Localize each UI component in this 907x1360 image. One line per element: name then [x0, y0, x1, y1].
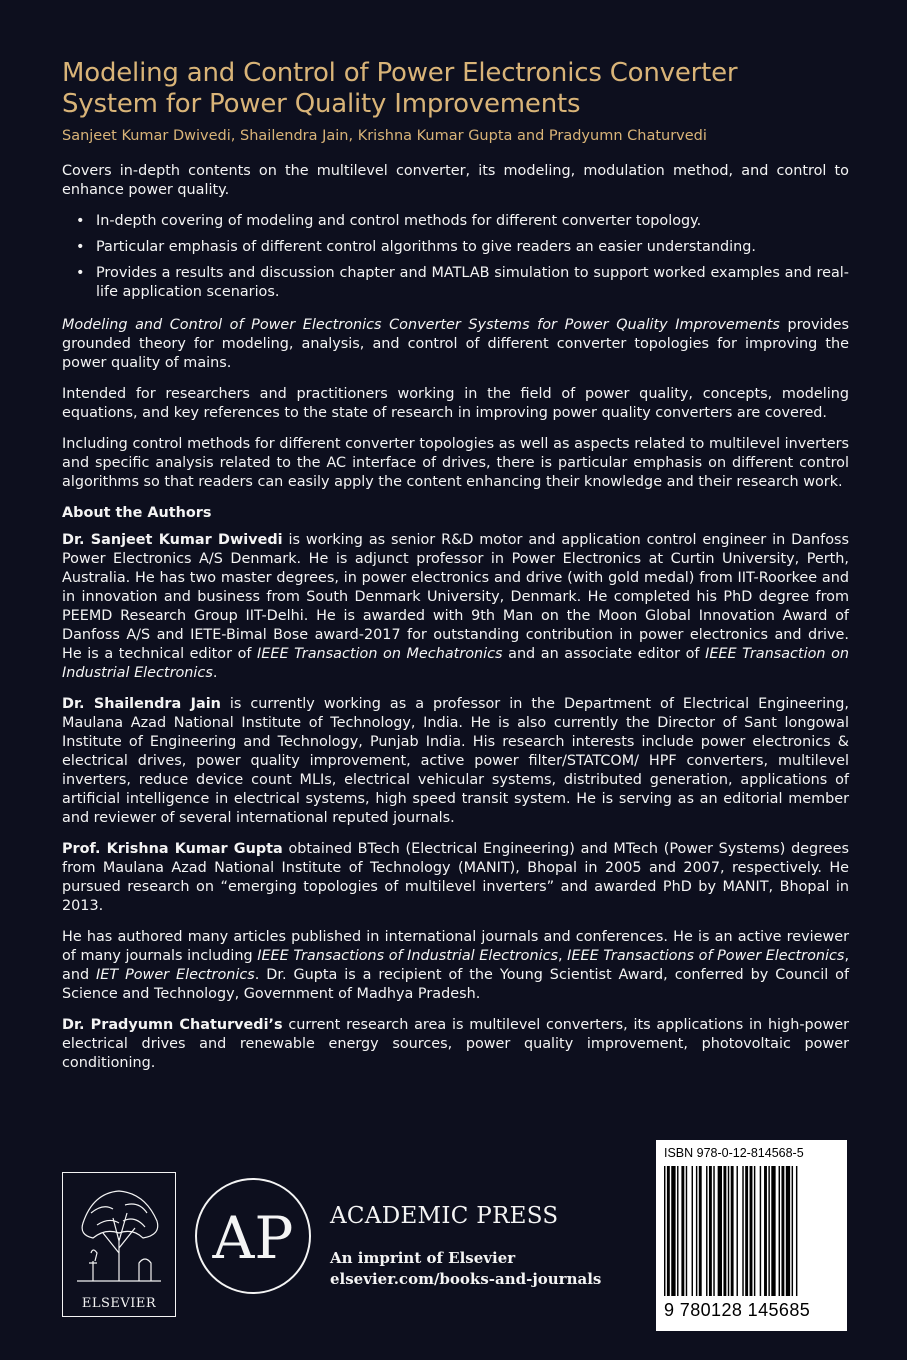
barcode-bar — [742, 1166, 743, 1296]
barcode-bar — [723, 1166, 726, 1296]
barcode-bar — [731, 1166, 734, 1296]
barcode-bar — [671, 1166, 675, 1296]
feature-list — [76, 212, 849, 302]
title-line-2: System for Power Quality Improvements — [62, 89, 581, 119]
barcode-bar — [718, 1166, 722, 1296]
feature-item: • Provides a results and discussion chapter and MATLAB simulation to support worked examples and real-life application scenarios. — [76, 264, 849, 302]
barcode-bar — [667, 1166, 670, 1296]
author-bio-chaturvedi — [62, 1016, 849, 1073]
barcode-bar — [737, 1166, 738, 1296]
bio-text: . Dr. Gupta is a recipient of the Young Scientist Award, conferred by Council of Science and Technology, Government of Madhya Pradesh. — [62, 967, 850, 1002]
barcode-bar — [709, 1166, 712, 1296]
publisher-block — [330, 1203, 601, 1288]
author-name: Dr. Shailendra Jain — [62, 696, 221, 712]
author-bio-gupta — [62, 840, 849, 916]
barcode-bar — [713, 1166, 714, 1296]
isbn-digits: 9 780128 145685 — [664, 1300, 811, 1320]
barcode-bar — [754, 1166, 755, 1296]
barcode-bar — [728, 1166, 729, 1296]
bio-text: is currently working as a professor in the Department of Electrical Engineering, Maulana Azad National Institute of Technology, India. He is also currently the Director of Sant longowal Institute of Engineering and Technology, Punjab India. His research interests include power electronics & electrical drives, power quality improvement, active power filter/STATCOM/ HPF converters, multilevel inverters, reduce device count MLIs, electrical vehicular systems, distributed generation, applications of artificial intelligence in electrical systems, high speed transit system. He is serving as an editorial member and reviewer of several international reputed journals. — [62, 696, 849, 826]
barcode-bar — [781, 1166, 784, 1296]
bio-text: obtained BTech (Electrical Engineering) and MTech (Power Systems) degrees from Maulana Azad National Institute of Technology (MANIT), Bhopal in 2005 and 2007, respectively. He pursued research on “emerging topologies of multilevel inverters” and awarded PhD by MANIT, Bhopal in 2013. — [62, 841, 849, 914]
tree-icon — [73, 1183, 165, 1283]
audience-paragraph: Intended for researchers and practitioners working in the field of power quality, concepts, modeling equations, and key references to the state of research in improving power quality converters are covered. — [62, 386, 849, 421]
barcode-bar — [686, 1166, 687, 1296]
barcode-bar — [696, 1166, 697, 1296]
journal-name: IEEE Transactions of Power Electronics — [567, 948, 845, 964]
bio-text: , — [557, 948, 568, 964]
barcode-bar — [664, 1166, 665, 1296]
title-line-1: Modeling and Control of Power Electronics Converter — [62, 58, 738, 88]
publisher-imprint: An imprint of Elsevier — [330, 1249, 516, 1267]
barcode-bar — [750, 1166, 753, 1296]
isbn-barcode-box — [656, 1140, 847, 1331]
bio-text: , and — [62, 948, 850, 983]
elsevier-logo — [62, 1172, 176, 1317]
ap-monogram: AP — [212, 1204, 294, 1272]
barcode-bar — [745, 1166, 748, 1296]
author-name: Prof. Krishna Kumar Gupta — [62, 841, 283, 857]
about-authors-heading: About the Authors — [62, 505, 212, 521]
scope-paragraph: Including control methods for different converter topologies as well as aspects related to multilevel inverters and specific analysis related to the AC interface of drives, there is particular emphasis on different control algorithms so that readers can easily apply the content enhancing their knowledge and their research work. — [62, 436, 849, 490]
author-name: Dr. Sanjeet Kumar Dwivedi — [62, 532, 283, 548]
barcode-bar — [699, 1166, 702, 1296]
author-bio-jain — [62, 695, 849, 828]
bio-text: He has authored many articles published in international journals and conferences. He is an active reviewer of many journals including — [62, 929, 849, 964]
journal-name: IET Power Electronics — [96, 967, 255, 983]
barcode-bar — [786, 1166, 790, 1296]
author-list: Sanjeet Kumar Dwivedi, Shailendra Jain, Krishna Kumar Gupta and Pradyumn Chaturvedi — [62, 128, 707, 144]
bio-text: is working as senior R&D motor and application control engineer in Danfoss Power Electronics A/S Denmark. He is adjunct professor in Power Electronics at Curtin University, Perth, Australia. He has two master degrees, in power electronics and drive (with gold medal) from IIT-Roorkee and in innovation and business from South Denmark University, Denmark. He completed his PhD degree from PEEMD Research Group IIT-Delhi. He is awarded with 9th Man on the Moon Global Innovation Award of Danfoss A/S and IETE-Bimal Bose award-2017 for outstanding contribution in power electronics and drive. He is a technical editor of — [62, 532, 849, 662]
description-text: provides grounded theory for modeling, analysis, and control of different converter topologies for improving the power quality of mains. — [62, 317, 849, 371]
bio-text: . — [212, 665, 218, 681]
journal-name: IEEE Transaction on Industrial Electronics — [62, 646, 849, 681]
bio-text: and an associate editor of — [502, 646, 706, 662]
book-title-italic: Modeling and Control of Power Electronics Converter Systems for Power Quality Improvements — [62, 317, 780, 333]
publisher-url: elsevier.com/books-and-journals — [330, 1270, 602, 1288]
academic-press-logo-icon — [193, 1176, 313, 1296]
publisher-name: ACADEMIC PRESS — [330, 1203, 559, 1229]
barcode-bar — [792, 1166, 793, 1296]
journal-name: IEEE Transaction on Mechatronics — [257, 646, 503, 662]
journal-name: IEEE Transactions of Industrial Electronics — [257, 948, 558, 964]
barcode-bar — [681, 1166, 684, 1296]
barcode — [664, 1166, 839, 1296]
feature-item: • Particular emphasis of different control algorithms to give readers an easier understanding. — [76, 238, 849, 257]
feature-item: • In-depth covering of modeling and control methods for different converter topology. — [76, 212, 849, 231]
back-cover — [62, 58, 849, 1085]
elsevier-wordmark: ELSEVIER — [81, 1296, 157, 1311]
isbn-label: ISBN 978-0-12-814568-5 — [664, 1146, 804, 1160]
description-paragraph — [62, 316, 849, 373]
barcode-bar — [760, 1166, 761, 1296]
intro-paragraph: Covers in-depth contents on the multilevel converter, its modeling, modulation method, and control to enhance power quality. — [62, 163, 849, 198]
barcode-bar — [706, 1166, 707, 1296]
barcode-bar — [779, 1166, 780, 1296]
author-bio-dwivedi — [62, 531, 849, 683]
barcode-bar — [677, 1166, 678, 1296]
author-name: Dr. Pradyumn Chaturvedi’s — [62, 1017, 283, 1033]
barcode-bar — [796, 1166, 797, 1296]
barcode-bar — [692, 1166, 693, 1296]
author-bio-gupta-continued — [62, 928, 849, 1004]
barcode-bar — [768, 1166, 769, 1296]
barcode-bar — [764, 1166, 767, 1296]
book-title — [62, 58, 849, 120]
bio-text: current research area is multilevel converters, its applications in high-power electrical drives and renewable energy sources, power quality improvement, photovoltaic power conditioning. — [62, 1017, 849, 1071]
barcode-bar — [771, 1166, 775, 1296]
